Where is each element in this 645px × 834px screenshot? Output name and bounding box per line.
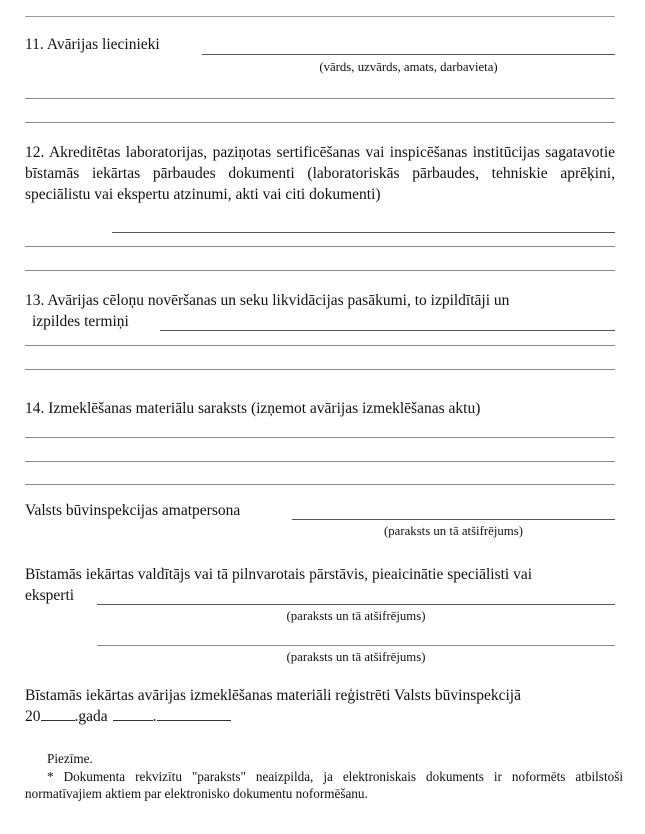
holder-signature-label-line1: Bīstamās iekārtas valdītājs vai tā pilnvarotais pārstāvis, pieaicinātie speciālisti vai xyxy=(25,566,533,583)
official-signature-rule xyxy=(292,519,615,520)
footnote-body: * Dokumenta rekvizītu "paraksts" neaizpilda, ja elektroniskais dokuments ir noformēts atbilstoši normatīvajiem aktiem par elektronisko dokumentu noformēšanu. xyxy=(25,769,623,801)
section-13-fill-in-rule xyxy=(160,330,615,331)
fill-in-rule-top xyxy=(25,16,615,17)
section-12-fill-in-rule-3 xyxy=(25,270,615,271)
section-11-fill-in-rule xyxy=(202,54,615,55)
holder-signature-caption-2: (paraksts un tā atšifrējums) xyxy=(286,650,426,664)
footnote-title: Piezīme. xyxy=(47,751,93,766)
section-11-fill-in-rule-2 xyxy=(25,98,615,99)
holder-signature-rule-1 xyxy=(97,604,615,605)
section-14-fill-in-rule-2 xyxy=(25,461,615,462)
registration-date-separator: . xyxy=(152,708,157,725)
section-13-fill-in-rule-2 xyxy=(25,345,615,346)
registration-date-line xyxy=(25,706,325,727)
section-12-fill-in-rule xyxy=(112,232,615,233)
holder-signature-label-line2: eksperti xyxy=(25,587,75,604)
registration-line1: Bīstamās iekārtas avārijas izmeklēšanas materiāli reģistrēti Valsts būvinspekcijā xyxy=(25,687,521,704)
official-signature-caption: (paraksts un tā atšifrējums) xyxy=(384,524,523,538)
section-14-title: 14. Izmeklēšanas materiālu saraksts (izņemot avārijas izmeklēšanas aktu) xyxy=(25,400,481,417)
holder-signature-caption-1: (paraksts un tā atšifrējums) xyxy=(286,609,426,623)
section-13-title: 13. Avārijas cēloņu novēršanas un seku likvidācijas pasākumi, to izpildītāji un xyxy=(25,292,510,309)
section-13-fill-in-rule-3 xyxy=(25,369,615,370)
registration-year-blank[interactable] xyxy=(41,720,75,721)
official-signature-label: Valsts būvinspekcijas amatpersona xyxy=(25,502,241,519)
registration-year-suffix: .gada xyxy=(74,708,108,725)
registration-year-prefix: 20 xyxy=(25,708,41,725)
section-13-title-line2: izpildes termiņi xyxy=(32,313,129,330)
registration-day-blank[interactable] xyxy=(113,720,153,721)
registration-month-blank[interactable] xyxy=(157,720,231,721)
section-14-fill-in-rule-1 xyxy=(25,437,615,438)
section-14-fill-in-rule-3 xyxy=(25,484,615,485)
holder-signature-rule-2 xyxy=(97,645,615,646)
section-12-title: 12. Akreditētas laboratorijas, paziņotas sertificēšanas vai inspicēšanas institūcijas sagatavotie bīstamās iekārtas pārbaudes dokumenti (laboratoriskās pārbaudes, tehniskie aprēķini, speciālistu vai ekspertu atzinumi, akti vai citi dokumenti) xyxy=(25,144,619,203)
section-12-fill-in-rule-2 xyxy=(25,246,615,247)
section-11-fill-in-rule-3 xyxy=(25,122,615,123)
section-11-caption: (vārds, uzvārds, amats, darbavieta) xyxy=(319,60,498,74)
section-11-title: 11. Avārijas liecinieki xyxy=(25,36,160,53)
